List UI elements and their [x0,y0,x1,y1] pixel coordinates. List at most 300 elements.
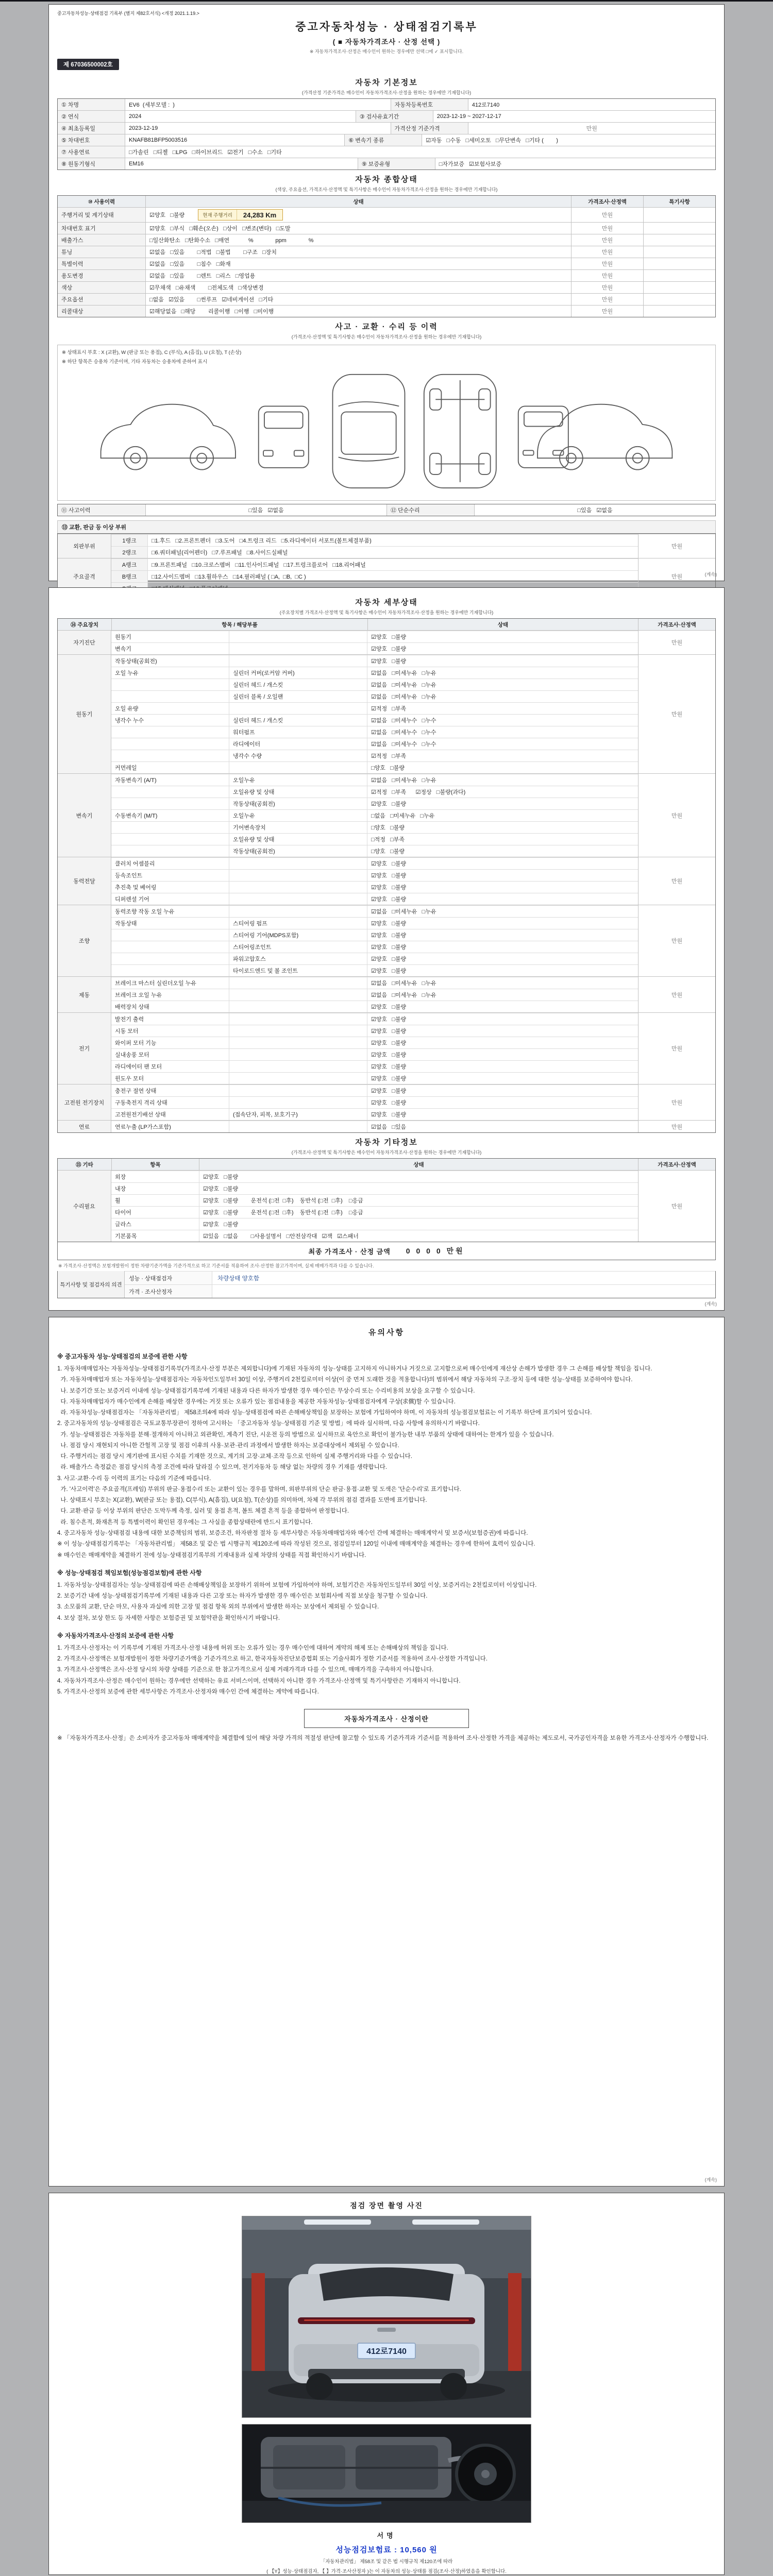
row-price: 만원 [571,282,643,293]
state-code-legend: ※ 상태표시 부호 : X (교환), W (판금 또는 용접), C (부식), A (흠집), U (요철), T (손상) [62,350,242,355]
row-label: 색상 [58,282,145,293]
document-page [48,2,725,2575]
other-item-label: 기본품목 [115,1233,137,1240]
overall-table [57,195,716,317]
other-row [111,1171,638,1182]
notices-sec1-lines [57,1364,716,1561]
detail-part-label [229,893,367,905]
detail-group-price: 만원 [638,977,715,1012]
detail-state: ☑없음 □미세누유 □누유 [367,667,638,679]
detail-item-label [111,965,229,976]
table-row [58,134,715,146]
vin-value: KNAFB81BFP5003516 [125,134,344,146]
section-detail-note: (주요장치별 가격조사·산정액 및 특기사항은 매수인이 자동차가격조사·산정을 원하는 경우에만 기재합니다) [279,610,494,615]
detail-item-label: 구동축전지 격리 상태 [115,1100,167,1106]
detail-part-label: 스티어링 기어(MDPS포함) [229,929,367,941]
detail-group-rows [111,1013,638,1084]
detail-part-label [229,1121,367,1132]
notice-line: ※ 매수인은 매매계약을 체결하기 전에 성능·상태점검기록부의 기재내용과 실제 차량의 상태를 직접 확인하시기 바랍니다. [57,1552,366,1558]
detail-item-label: 와이퍼 모터 기능 [115,1040,157,1046]
rank-row [111,570,638,582]
notice-line: 나. 보증기간 또는 보증거리 이내에 성능·상태점검기록부에 기재된 내용과 다른 하자가 발생한 경우 매수인은 무상수리 또는 수리비용의 보상을 요구할 수 있습니다. [57,1387,475,1394]
rank-row [111,558,638,570]
detail-part-label: 실린더 헤드 / 개스킷 [229,715,367,726]
opinion-row [125,1284,715,1298]
other-row [111,1194,638,1206]
detail-row [111,964,638,976]
detail-row [111,1001,638,1012]
detail-group [58,773,715,857]
col-major-device: ⑭ 주요장치 [58,619,111,630]
detail-row [111,1037,638,1048]
other-row [111,1230,638,1242]
detail-part-label [229,1037,367,1048]
detail-group-name: 변속기 [58,774,111,857]
other-row [111,1218,638,1230]
detail-state: ☑양호 □불량 [367,1061,638,1072]
detail-state: ☑양호 □불량 [367,870,638,881]
license-plate-text: 412로7140 [366,2347,407,2356]
document-number-badge: 제 67036500002호 [57,59,119,70]
fuel-label: ⑦ 사용연료 [58,146,125,158]
detail-state: □양호 □불량 [367,822,638,833]
detail-part-label: 냉각수 수량 [229,750,367,761]
row-note [643,258,715,269]
detail-item-label: 오일 유량 [115,706,139,712]
detail-item-label: 작동상태 [115,921,137,927]
detail-row [111,809,638,821]
detail-row [111,761,638,773]
notice-line: 4. 중고자동차 성능·상태점검 내용에 대한 보증책임의 범위, 보증조건, 하자판정 절차 등 세부사항은 자동차매매업자와 매수인 간에 체결하는 매매계약서 및 보증서(보험증권)에 따릅니다. [57,1530,528,1536]
detail-state: ☑양호 □불량 [367,1097,638,1108]
other-state: ☑양호 □불량 운전석 (□전 □후) 동반석 (□전 □후) □응급 [199,1195,638,1206]
row-note [643,294,715,305]
notice-line: 3. 소모품의 교환, 단순 마모, 사용자 과실에 의한 고장 및 점검 항목 외의 부위에서 발생한 하자는 보상에서 제외될 수 있습니다. [57,1604,379,1611]
detail-item-label: 디퍼렌셜 기어 [115,896,149,903]
mileage-row-note [643,208,715,222]
detail-state: ☑양호 □불량 [367,941,638,953]
detail-group-name: 전기 [58,1013,111,1084]
detail-part-label: 오일누유 [229,810,367,821]
overall-rows [58,222,715,317]
detail-item-label: 발전기 출력 [115,1016,144,1023]
notice-line: 라. 자동차성능·상태점검자는 「자동차관리법」 제58조의4에 따라 성능·상태점검에 따른 손해배상책임을 보장하는 보험에 가입하여야 하며, 이 자동차의 성능점검보험료는 이 기록부 하단에 표기되어 있습니다. [57,1410,592,1416]
row-label: 용도변경 [58,270,145,281]
detail-part-label [229,703,367,714]
row-price: 만원 [571,270,643,281]
col-other: ⑮ 기타 [58,1159,111,1170]
section-accident-title: 사고 · 교환 · 수리 등 이력 [335,323,438,331]
detail-groups [58,630,715,1132]
detail-part-label [229,1085,367,1096]
notice-line: 2. 가격조사·산정액은 보험개발원이 정한 차량기준가액을 기준가격으로 하고, 한국자동차진단보증협회 또는 기술사회가 정한 기준서를 적용하여 조사·산정한 가격입니다. [57,1656,488,1663]
detail-state: ☑양호 □불량 [367,918,638,929]
notices-sec2-lines [57,1580,716,1624]
detail-item-label [111,953,229,964]
detail-state: ☑양호 □불량 [367,798,638,809]
table-row [58,269,715,281]
final-price-row [57,1242,716,1260]
detail-item-label [111,845,229,857]
detail-state: ☑없음 □미세누유 □누유 [367,989,638,1001]
section-overall-header [57,170,716,195]
engine-label: ⑧ 원동기형식 [58,158,125,170]
detail-item-label: 동력조향 작동 오일 누유 [115,909,175,915]
section-accident-note: (가격조사·산정액 및 특기사항은 매수인이 자동차가격조사·산정을 원하는 경우에만 기재합니다) [291,334,482,340]
detail-row [111,821,638,833]
opinion-author: 가격 · 조사산정자 [125,1285,212,1298]
notice-line: 1. 가격조사·산정자는 이 기록부에 기재된 가격조사·산정 내용에 허위 또는 오류가 있는 경우 매수인에 대하여 계약의 해제 또는 손해배상의 책임을 집니다. [57,1645,448,1651]
col-note: 특기사항 [643,196,715,207]
detail-part-label [229,882,367,893]
detail-row [111,1013,638,1025]
detail-part-label: 워터펌프 [229,726,367,738]
inspection-label: ③ 검사유효기간 [356,111,433,122]
detail-row [111,1096,638,1108]
detail-group-rows [111,774,638,857]
detail-state: ☑양호 □불량 [367,1109,638,1120]
col-item-part: 항목 / 해당부품 [111,619,367,630]
detail-part-label [229,1013,367,1025]
detail-item-label: 충전구 절연 상태 [115,1088,157,1094]
detail-item-label: 실내송풍 모터 [115,1052,149,1058]
detail-group-price: 만원 [638,905,715,976]
detail-row [111,881,638,893]
other-item-label: 휠 [115,1198,121,1204]
notice-line: ※ 이 성능·상태점검기록부는 「자동차관리법」 제58조 및 같은 법 시행규칙 제120조에 따라 작성된 것으로, 점검일부터 120일 이내에 매매계약을 체결하는 경우에 한하여 효력이 있습니다. [57,1541,535,1548]
section-overall-note: (색상, 주요옵션, 가격조사·산정액 및 특기사항은 매수인이 자동차가격조사·산정을 원하는 경우에만 기재합니다) [275,187,498,192]
detail-state: ☑적정 □부족 [367,750,638,761]
detail-group [58,976,715,1012]
detail-item-label: 작동상태(공회전) [115,658,157,665]
table-row [58,281,715,293]
detail-row [111,1048,638,1060]
exchange-group-name: 외판부위 [58,534,111,558]
notice-line: 1. 자동차매매업자는 자동차성능·상태점검기록부(가격조사·산정 부분은 제외합니다)에 기재된 자동차의 성능·상태를 고지하지 아니하거나 거짓으로 고지함으로써 매수인에게 재산상 손해가 발생한 경우 그 손해를 배상할 책임을 집니다. [57,1366,652,1372]
detail-item-label: 추진축 및 베어링 [115,885,157,891]
notices-sec2-title: ※ 성능·상태점검 책임보험(성능점검보험)에 관한 사항 [57,1569,202,1577]
detail-row [111,1072,638,1084]
signature-title: 서명 [377,2532,396,2539]
mileage-row-state [145,208,571,222]
detail-group-rows [111,857,638,905]
car-diagram-panel [57,345,716,501]
sheet-basic-and-overall [48,4,725,581]
table-row [58,305,715,317]
car-diagram-svg [60,366,713,496]
col-usage-history: ⑩ 사용이력 [58,196,145,207]
detail-state: ☑양호 □불량 [367,643,638,654]
other-state: ☑양호 □불량 [199,1218,638,1230]
detail-part-label [229,643,367,654]
detail-group-price: 만원 [638,857,715,905]
detail-state: ☑양호 □불량 [367,1001,638,1012]
section-overall-title: 자동차 종합상태 [355,175,418,184]
detail-group [58,905,715,976]
final-price-value: 0 0 0 0 만원 [406,1247,465,1255]
col-state: 상태 [367,619,638,630]
exchange-group [58,534,715,558]
detail-item-label [111,738,229,750]
detail-group-name: 제동 [58,977,111,1012]
notice-line: 다. 주행거리는 점검 당시 계기판에 표시된 수치를 기재한 것으로, 계기의 고장·교체·조작 등으로 인하여 실제 주행거리와 다를 수 있습니다. [57,1453,412,1460]
notice-line: 4. 보상 절차, 보상 한도 등 자세한 사항은 보험증권 및 보험약관을 확인하시기 바랍니다. [57,1615,280,1621]
row-note [643,223,715,234]
detail-part-label: 스티어링 펌프 [229,918,367,929]
detail-item-label: 브레이크 오일 누유 [115,992,162,998]
other-table-head [58,1159,715,1170]
detail-part-label: 오일유량 및 상태 [229,786,367,798]
base-price-label: 가격산정 기준가격 [391,123,468,134]
detail-part-label: 실린더 헤드 / 개스킷 [229,679,367,690]
table-row [58,110,715,122]
detail-state: ☑양호 □불량 [367,1025,638,1037]
continued-marker: (계속) [704,572,717,577]
detail-row [111,905,638,917]
detail-state: □없음 □미세누유 □누유 [367,810,638,821]
rank-name: A랭크 [111,559,147,570]
detail-row [111,977,638,989]
other-item-label: 외장 [115,1174,126,1180]
inspector-opinion-block [57,1271,716,1298]
detail-item-label: 시동 모터 [115,1028,139,1035]
accident-history-state: □있음 ☑없음 [145,504,386,516]
detail-group-rows [111,905,638,976]
detail-part-label [229,858,367,869]
section-basic-header [57,73,716,98]
row-state: ☑없음 □있음 □렌트 □리스 □영업용 [145,270,571,281]
detail-part-label [229,1097,367,1108]
detail-state: ☑없음 □있음 [367,1121,638,1132]
table-row [58,293,715,305]
fuel-value: □가솔린 □디젤 □LPG □하이브리드 ☑전기 □수소 □기타 [125,146,715,158]
detail-group-name: 원동기 [58,655,111,773]
detail-state: ☑양호 □불량 [367,965,638,976]
reg-no-value: 412로7140 [468,99,715,110]
simple-repair-state: □있음 ☑없음 [474,504,715,516]
accident-history-row [58,504,715,516]
mileage-row [58,207,715,222]
detail-part-label [229,655,367,667]
detail-state: ☑양호 □불량 [367,893,638,905]
accident-history-table [57,504,716,516]
opinion-author: 성능 · 상태점검자 [125,1272,212,1284]
detail-state: ☑없음 □미세누수 □누수 [367,738,638,750]
row-price: 만원 [571,223,643,234]
detail-group-price: 만원 [638,774,715,857]
detail-part-label [229,977,367,989]
sheet-photos-signature [48,2193,725,2575]
photo-underbody [242,2424,531,2523]
detail-part-label [229,1073,367,1084]
mileage-row-label: 주행거리 및 계기상태 [58,208,145,222]
detail-item-label: 고전원전기배선 상태 [115,1112,166,1118]
row-state: ☑없음 □있음 □침수 □화재 [145,258,571,269]
row-state: ☑해당없음 □해당 리콜이행 □이행 □미이행 [145,306,571,317]
table-row [58,158,715,170]
first-reg-label: ④ 최초등록일 [58,123,125,134]
current-mileage-box [198,209,283,221]
rank-name: B랭크 [111,571,147,582]
detail-row [111,655,638,667]
notice-line: 다. 교환·판금 등 이상 부위의 판단은 도막두께 측정, 실러 및 용접 흔적, 볼트 체결 흔적 등을 종합하여 판정합니다. [57,1508,349,1515]
detail-row [111,774,638,786]
notice-line: 1. 자동차성능·상태점검자는 성능·상태점검에 따른 손해배상책임을 보장하기 위하여 보험에 가입하여야 하며, 보험기간은 자동차인도일부터 30일 이상, 보증거리는 2천킬로미터 이상입니다. [57,1582,537,1588]
section-accident-header [57,317,716,343]
section-basic-note: (가격산정 기준가격은 매수인이 자동차가격조사·산정을 원하는 경우에만 기재합니다) [301,90,472,95]
opinion-text [212,1285,715,1298]
detail-part-label [229,906,367,917]
notice-line: 나. 상태표시 부호는 X(교환), W(판금 또는 용접), C(부식), A(흠집), U(요철), T(손상)를 의미하며, 차체 각 부위의 점검 결과를 도면에 표기합니다. [57,1497,427,1504]
detail-item-label: 오일 누유 [115,670,139,676]
row-note [643,246,715,258]
detail-group [58,1012,715,1084]
detail-state: ☑양호 □불량 [367,882,638,893]
notice-line: 나. 점검 당시 재현되지 아니한 간헐적 고장 및 점검 이후의 사용·보관·관리 과정에서 발생한 하자는 보증대상에서 제외될 수 있습니다. [57,1442,399,1449]
legal-line2: ( 【Y】성능·상태점검자, 【 】가격·조사산정자 )는 이 자동차의 성능·상태를 점검(조사·산정)하였음을 확인합니다. [266,2569,507,2574]
detail-part-label: 파워고압호스 [229,953,367,964]
row-state: □없음 ☑있음 □썬루프 ☑네비게이션 □기타 [145,294,571,305]
table-row [58,246,715,258]
detail-part-label [229,1001,367,1012]
other-state: ☑있음 □없음 □사용설명서 □안전삼각대 ☑잭 ☑스패너 [199,1230,638,1242]
detail-row [111,857,638,869]
detail-state: ☑양호 □불량 [367,953,638,964]
detail-row [111,929,638,941]
detail-state: ☑없음 □미세누유 □누유 [367,691,638,702]
exchange-table [57,533,716,595]
detail-item-label [111,726,229,738]
accident-history-label: ⑪ 사고이력 [58,504,145,516]
col-price: 가격조사·산정액 [571,196,643,207]
inspector-opinion-rows [125,1271,715,1298]
exchange-group-price: 만원 [638,534,715,558]
detail-state: □양호 □불량 [367,845,638,857]
detail-state: ☑적정 □부족 ☑정상 □불량(과다) [367,786,638,798]
other-row [111,1182,638,1194]
mileage-state-checks: ☑양호 □불량 [149,212,185,218]
detail-row [111,1025,638,1037]
rank-items: □12.사이드멤버 □13.휠하우스 □14.필러패널 ( □A, □B, □C ) [147,571,638,582]
row-state: □일산화탄소 □탄화수소 □매연 % ppm % [145,234,571,246]
col-state: 상태 [199,1159,638,1170]
row-state: ☑무채색 □유채색 □전체도색 □색상변경 [145,282,571,293]
legal-line1: 「자동차관리법」 제58조 및 같은 법 시행규칙 제120조에 따라 [320,2559,453,2565]
rank-row [111,546,638,558]
rank-items: □1.후드 □2.프론트펜더 □3.도어 □4.트렁크 리드 □5.라디에이터 서포트(볼트체결부품) [147,535,638,546]
other-table [57,1158,716,1242]
detail-row [111,798,638,809]
detail-state: ☑양호 □불량 [367,1085,638,1096]
detail-part-label [229,631,367,642]
detail-table-head [58,619,715,630]
detail-part-label: 작동상태(공회전) [229,798,367,809]
detail-part-label: 타이로드엔드 및 볼 조인트 [229,965,367,976]
transmission-label: ⑥ 변속기 종류 [344,134,422,146]
notice-line: 3. 사고·교환·수리 등 이력의 표기는 다음의 기준에 따릅니다. [57,1475,211,1482]
notice-line: 라. 배출가스 측정값은 점검 당시의 측정 조건에 따라 달라질 수 있으며, 전기자동차 등 해당 없는 차량의 경우 기재를 생략합니다. [57,1464,388,1471]
row-label: 특별이력 [58,258,145,269]
car-name-label: ① 차명 [58,99,125,110]
exchange-group-name: 주요골격 [58,558,111,594]
detail-group-rows [111,1084,638,1120]
form-reference: 중고자동차성능·상태점검 기록부 (별지 제82호서식) <개정 2021.1.19.> [57,11,199,16]
notice-line: 3. 가격조사·산정액은 조사·산정 당시의 차량 상태를 기준으로 한 참고가격으로서 실제 거래가격과 다를 수 있으며, 매매가격을 구속하지 아니합니다. [57,1667,434,1673]
mileage-row-price: 만원 [571,208,643,222]
detail-part-label: 기어변속장치 [229,822,367,833]
page-subtitle-note: ※ 자동차가격조사·산정은 매수인이 원하는 경우에만 선택 □에 ✓ 표시합니다. [309,49,464,54]
detail-part-label: 라디에이터 [229,738,367,750]
warranty-value: □자가보증 ☑보험사보증 [435,158,715,170]
detail-state: ☑양호 □불량 [367,858,638,869]
detail-item-label: 클러치 어셈블리 [115,861,155,867]
detail-row [111,989,638,1001]
detail-group-name: 연료 [58,1121,111,1132]
rank-name: 2랭크 [111,547,147,558]
reg-no-label: 자동차등록번호 [391,99,468,110]
detail-row [111,631,638,642]
section-other-note: (가격조사·산정액 및 특기사항은 매수인이 자동차가격조사·산정을 원하는 경우에만 기재합니다) [291,1150,482,1155]
insurance-fee: 성능점검보험료 : 10,560 원 [335,2546,438,2554]
transmission-value: ☑자동 □수동 □세미오토 □무단변속 □기타 ( ) [422,134,715,146]
col-price: 가격조사·산정액 [638,1159,715,1170]
opinion-row [125,1271,715,1284]
detail-group [58,654,715,773]
notice-line: 5. 가격조사·산정의 보증에 관한 세부사항은 가격조사·산정자와 매수인 간에 체결하는 계약에 따릅니다. [57,1688,319,1695]
notices-title: 유의사항 [368,1328,405,1337]
detail-group-name: 자기진단 [58,631,111,654]
detail-row [111,917,638,929]
inspection-value: 2023-12-19 ~ 2027-12-17 [433,111,715,122]
section-detail-title: 자동차 세부상태 [355,598,418,607]
other-item-label: 타이어 [115,1210,131,1216]
detail-row [111,714,638,726]
row-state: ☑양호 □부식 □훼손(오손) □상이 □변조(변타) □도말 [145,223,571,234]
sheet-notices [48,1317,725,2187]
detail-part-label [229,762,367,773]
other-group-price: 만원 [638,1171,715,1242]
detail-item-label: 변속기 [115,646,131,652]
detail-row [111,1084,638,1096]
detail-part-label: (접속단자, 피복, 보호기구) [229,1109,367,1120]
detail-state: ☑없음 □미세누유 □누유 [367,679,638,690]
detail-state: ☑없음 □미세누수 □누수 [367,726,638,738]
detail-item-label: 연료누출 (LP가스포함) [115,1124,171,1130]
detail-part-label [229,1049,367,1060]
detail-group-rows [111,1121,638,1132]
page-title: 중고자동차성능 · 상태점검기록부 [295,21,478,33]
detail-row [111,690,638,702]
row-note [643,270,715,281]
notice-line: 2. 보증기간 내에 성능·상태점검기록부에 기재된 내용과 다른 고장 또는 하자가 발생한 경우 매수인은 보험회사에 직접 보상을 청구할 수 있습니다. [57,1593,428,1600]
other-item-label: 내장 [115,1186,126,1192]
notice-line: 라. 침수흔적, 화재흔적 등 특별이력이 확인된 경우에는 그 사실을 종합상태란에 반드시 표기합니다. [57,1519,313,1526]
detail-state: ☑양호 □불량 [367,1073,638,1084]
detail-state: □적정 □부족 [367,834,638,845]
detail-row [111,750,638,761]
detail-part-label [229,989,367,1001]
col-price: 가격조사·산정액 [638,619,715,630]
sheet-detail-state [48,587,725,1311]
table-row [58,99,715,110]
col-item: 항목 [111,1159,199,1170]
detail-row [111,702,638,714]
basic-info-table [57,98,716,170]
detail-row [111,667,638,679]
row-price: 만원 [571,246,643,258]
detail-state: ☑양호 □불량 [367,1037,638,1048]
simple-repair-label: ⑫ 단순수리 [386,504,474,516]
